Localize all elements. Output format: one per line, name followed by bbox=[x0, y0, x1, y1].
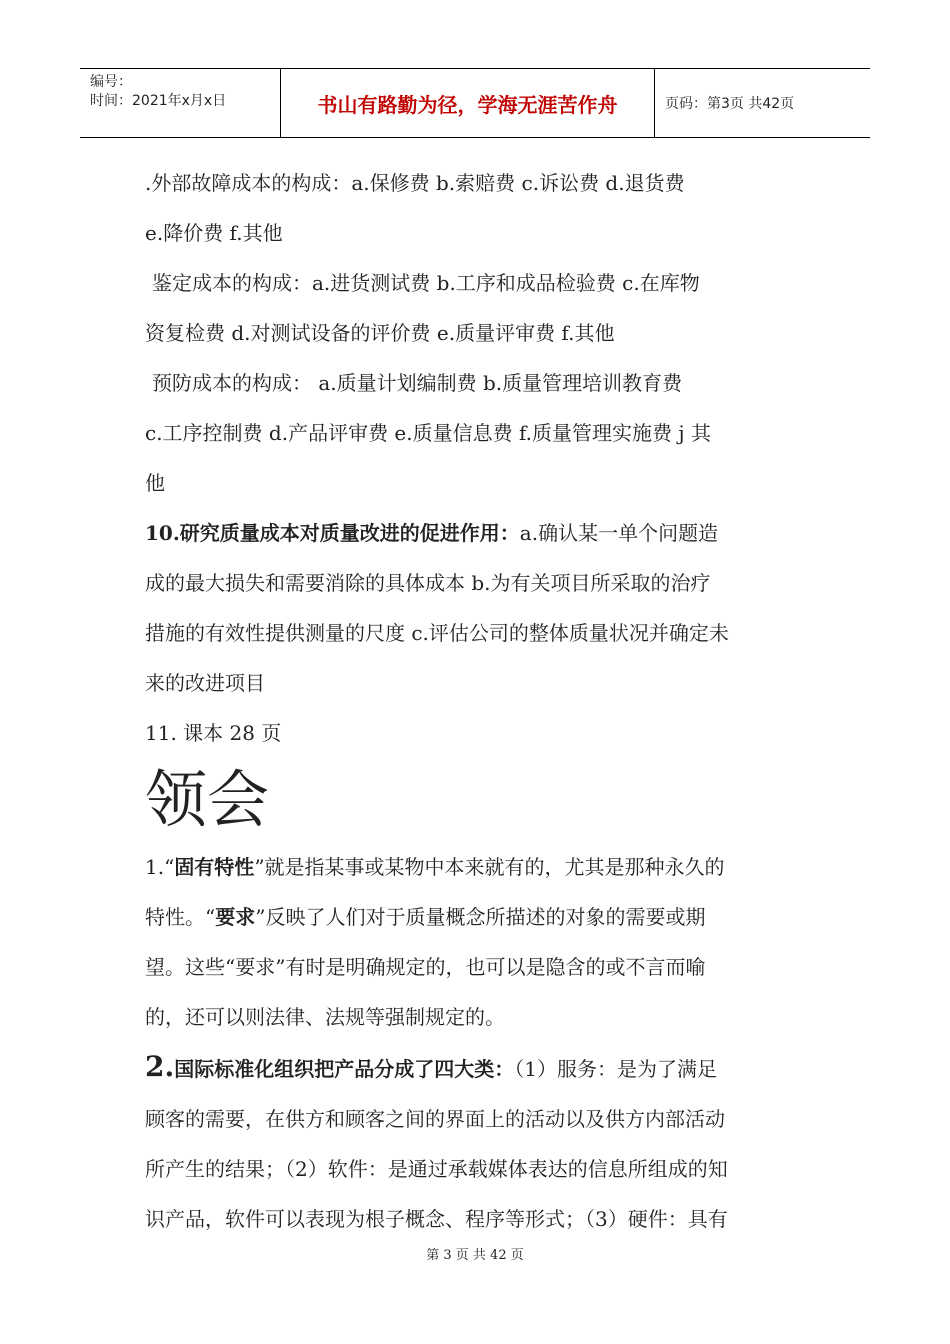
text-line bbox=[145, 842, 810, 892]
header-page-info: 页码：第3页 共42页 bbox=[665, 96, 795, 112]
text-line: c.工序控制费 d.产品评审费 e.质量信息费 f.质量管理实施费 j 其 bbox=[145, 421, 711, 445]
header-motto: 书山有路勤为径，学海无涯苦作舟 bbox=[281, 69, 655, 137]
text-line: 望。这些“要求”有时是明确规定的，也可以是隐含的或不言而喻 bbox=[145, 955, 706, 979]
text-line: 成的最大损失和需要消除的具体成本 b.为有关项目所采取的治疗 bbox=[145, 571, 711, 595]
text-line bbox=[145, 1042, 810, 1094]
header-meta bbox=[80, 69, 281, 137]
document-body bbox=[145, 158, 810, 1244]
bold-heading: 国际标准化组织把产品分成了四大类： bbox=[174, 1057, 515, 1081]
item-number: 2. bbox=[145, 1050, 175, 1083]
time-label: 时间：2021年x月x日 bbox=[90, 93, 227, 109]
text-line: 识产品，软件可以表现为根子概念、程序等形式；（3）硬件：具有 bbox=[145, 1207, 728, 1231]
text-span: （1）服务：是为了满足 bbox=[514, 1057, 717, 1081]
header-table bbox=[80, 68, 870, 138]
text-line: .外部故障成本的构成：a.保修费 b.索赔费 c.诉讼费 d.退货费 bbox=[145, 171, 685, 195]
text-line: 鉴定成本的构成：a.进货测试费 b.工序和成品检验费 c.在库物 bbox=[152, 271, 700, 295]
text-line: 他 bbox=[145, 471, 165, 495]
text-line: 资复检费 d.对测试设备的评价费 e.质量评审费 f.其他 bbox=[145, 321, 615, 345]
text-line: 顾客的需要，在供方和顾客之间的界面上的活动以及供方内部活动 bbox=[145, 1107, 725, 1131]
text-span: 1.“ bbox=[145, 855, 175, 879]
page-footer: 第 3 页 共 42 页 bbox=[426, 1248, 524, 1263]
bold-heading: 10.研究质量成本对质量改进的促进作用： bbox=[145, 521, 520, 545]
text-line: 的，还可以则法律、法规等强制规定的。 bbox=[145, 1005, 505, 1029]
text-line: 预防成本的构成： a.质量计划编制费 b.质量管理培训教育费 bbox=[152, 371, 683, 395]
number-label: 编号： bbox=[90, 74, 132, 90]
section-title: 领会 bbox=[145, 763, 270, 836]
text-span: ”反映了人们对于质量概念所描述的对象的需要或期 bbox=[255, 905, 706, 929]
text-line: 11. 课本 28 页 bbox=[145, 721, 282, 745]
text-line: 所产生的结果；（2）软件：是通过承载媒体表达的信息所组成的知 bbox=[145, 1157, 728, 1181]
bold-term: 要求 bbox=[215, 905, 256, 929]
text-span: a.确认某一单个问题造 bbox=[519, 521, 719, 545]
text-line: 来的改进项目 bbox=[145, 671, 265, 695]
text-line: 措施的有效性提供测量的尺度 c.评估公司的整体质量状况并确定未 bbox=[145, 621, 729, 645]
bold-term: 固有特性 bbox=[174, 855, 255, 879]
text-span: ”就是指某事或某物中本来就有的，尤其是那种永久的 bbox=[254, 855, 725, 879]
text-span: 特性。“ bbox=[145, 905, 216, 929]
text-line bbox=[145, 508, 810, 558]
text-line bbox=[145, 892, 810, 942]
text-line: e.降价费 f.其他 bbox=[145, 221, 283, 245]
